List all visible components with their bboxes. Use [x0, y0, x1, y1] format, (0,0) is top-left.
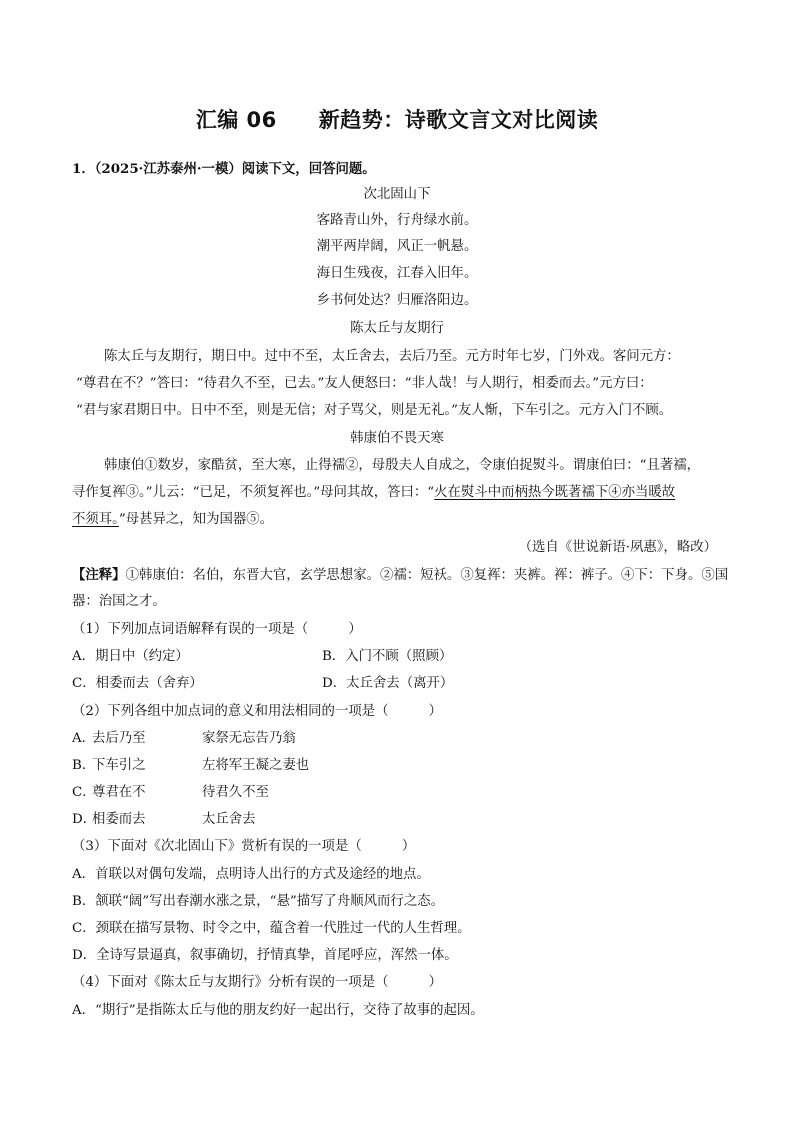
question-header — [72, 160, 722, 178]
notes-label: 【注释】 — [72, 567, 126, 583]
option-b[interactable]: B．入门不顾（照顾） — [322, 649, 453, 664]
option-a[interactable]: A．“期行”是指陈太丘与他的朋友约好一起出行，交待了故事的起因。 — [72, 1003, 484, 1018]
option-b[interactable]: B．颔联“阔”写出春潮水涨之景，“悬”描写了舟顺风而行之态。 — [72, 894, 444, 909]
notes-line: 器：治国之才。 — [72, 594, 166, 609]
q1-options-row — [72, 675, 722, 693]
title-main: 新趋势：诗歌文言文对比阅读 — [318, 108, 599, 132]
q1-stem: （1）下列加点词语解释有误的一项是（ ） — [72, 622, 362, 637]
poem-line: 潮平两岸阔，风正一帆悬。 — [316, 239, 478, 254]
text1-title: 陈太丘与友期行 — [350, 321, 444, 336]
question-source: （2025·江苏泰州·一模）阅读下文，回答问题。 — [94, 161, 376, 177]
text2-line-text: 寻作复裈③。”儿云：“已足，不须复裈也。”母问其故，答曰：“ — [72, 485, 435, 500]
poem-line: 客路青山外，行舟绿水前。 — [316, 213, 478, 228]
title-prefix: 汇编 06 — [195, 108, 277, 132]
option-d[interactable]: D．全诗写景逼真，叙事确切，抒情真挚，首尾呼应，浑然一体。 — [72, 948, 458, 963]
notes-text: ①韩康伯：名伯，东晋大官，玄学思想家。②襦：短袄。③复裈：夹裤。裈：裤子。④下：下身。⑤国 — [125, 568, 729, 583]
poem-line: 海日生残夜，江春入旧年。 — [316, 266, 478, 281]
q1-options-row — [72, 648, 722, 666]
text2-title: 韩康伯不畏天寒 — [350, 431, 444, 446]
poem-title: 次北固山下 — [363, 187, 431, 202]
underlined-sentence: 火在熨斗中而柄热今既著襦下④亦当暖故 — [434, 485, 676, 500]
q2-stem: （2）下列各组中加点词的意义和用法相同的一项是（ ） — [72, 704, 443, 719]
text1-line: “君与家君期日中。日中不至，则是无信；对子骂父，则是无礼。”友人惭，下车引之。元方入门不顾。 — [76, 403, 673, 418]
page-title — [0, 104, 794, 134]
option-b[interactable]: B．下车引之 左将军王凝之妻也 — [72, 758, 310, 773]
option-a[interactable]: A．去后乃至 家祭无忘告乃翁 — [72, 731, 296, 746]
text2-line-text: ”母甚异之，知为国器⑤。 — [118, 512, 274, 527]
q4-stem: （4）下面对《陈太丘与友期行》分析有误的一项是（ ） — [72, 975, 443, 990]
underlined-sentence: 不须耳。 — [72, 512, 119, 527]
text2-line — [72, 511, 722, 529]
text2-line — [72, 484, 722, 502]
option-a[interactable]: A．首联以对偶句发端，点明诗人出行的方式及途经的地点。 — [72, 867, 430, 882]
notes-line — [72, 566, 729, 585]
option-d[interactable]: D．相委而去 太丘舍去 — [72, 812, 256, 827]
q3-stem: （3）下面对《次北固山下》赏析有误的一项是（ ） — [72, 839, 416, 854]
option-c[interactable]: C．颈联在描写景物、时令之中，蕴含着一代胜过一代的人生哲理。 — [72, 921, 471, 936]
option-c[interactable]: C．相委而去（舍弃） — [72, 676, 203, 691]
text1-line: 陈太丘与友期行，期日中。过中不至，太丘舍去，去后乃至。元方时年七岁，门外戏。客问元方： — [104, 349, 680, 364]
option-d[interactable]: D．太丘舍去（离开） — [322, 676, 454, 691]
option-c[interactable]: C．尊君在不 待君久不至 — [72, 785, 269, 800]
text2-line: 韩康伯①数岁，家酷贫，至大寒，止得襦②，母殷夫人自成之，令康伯捉熨斗。谓康伯曰：“且著襦， — [104, 458, 701, 473]
option-a[interactable]: A．期日中（约定） — [72, 649, 189, 664]
text1-line: “尊君在不？”答曰：“待君久不至，已去。”友人便怒曰：“非人哉！与人期行，相委而去。”元方曰： — [76, 376, 653, 391]
question-number: 1． — [72, 161, 95, 177]
poem-line: 乡书何处达？归雁洛阳边。 — [316, 293, 478, 308]
source-citation: （选自《世说新语·夙惠》，略改） — [518, 540, 717, 555]
